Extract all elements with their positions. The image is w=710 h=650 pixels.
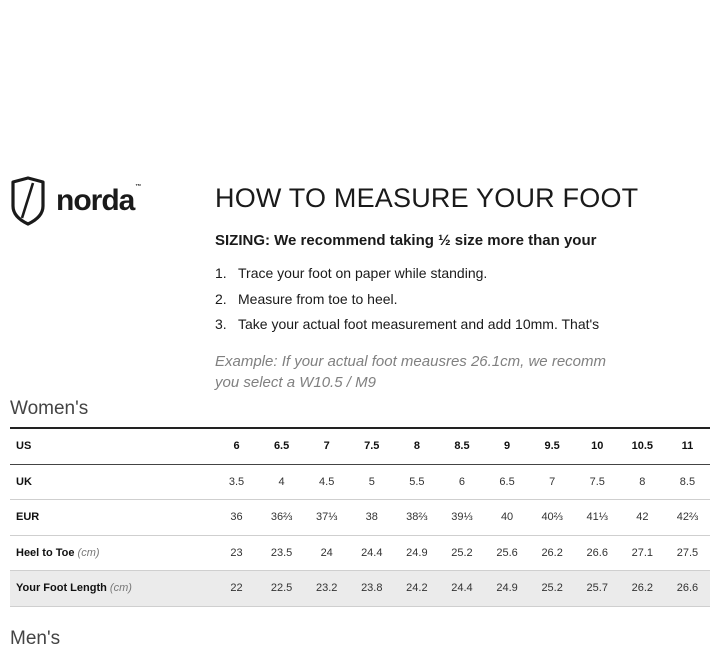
- logo-wordmark: norda™: [56, 184, 141, 217]
- table-cell: 6.5: [259, 428, 304, 464]
- table-cell: 24.4: [349, 535, 394, 571]
- table-cell: 9: [485, 428, 530, 464]
- step-item: 1. Trace your foot on paper while standing.: [215, 265, 488, 281]
- table-cell: 11: [665, 428, 710, 464]
- table-cell: 38: [349, 500, 394, 536]
- table-cell: 24.9: [394, 535, 439, 571]
- table-cell: 23.5: [259, 535, 304, 571]
- example-note: Example: If your actual foot meausres 26.1cm, we recomm you select a W10.5 / M9: [215, 353, 606, 391]
- row-label: US: [10, 428, 214, 464]
- womens-size-table: [10, 427, 710, 607]
- row-label: Heel to Toe (cm): [10, 535, 214, 571]
- table-cell: 26.6: [665, 571, 710, 607]
- table-cell: 38⅔: [394, 500, 439, 536]
- table-cell: 24: [304, 535, 349, 571]
- table-cell: 36: [214, 500, 259, 536]
- table-cell: 25.2: [439, 535, 484, 571]
- table-row: [10, 464, 710, 500]
- table-cell: 26.2: [530, 535, 575, 571]
- table-row: [10, 571, 710, 607]
- table-row: [10, 535, 710, 571]
- table-cell: 25.6: [485, 535, 530, 571]
- table-cell: 23.8: [349, 571, 394, 607]
- step-item: 3. Take your actual foot measurement and add 10mm. That's: [215, 316, 600, 332]
- table-cell: 7: [304, 428, 349, 464]
- table-cell: 4: [259, 464, 304, 500]
- table-cell: 7: [530, 464, 575, 500]
- table-cell: 23: [214, 535, 259, 571]
- table-cell: 9.5: [530, 428, 575, 464]
- table-cell: 6: [214, 428, 259, 464]
- table-cell: 22.5: [259, 571, 304, 607]
- table-row: [10, 500, 710, 536]
- womens-section-title: Women's: [10, 398, 89, 419]
- table-cell: 7.5: [575, 464, 620, 500]
- unit-label: (cm): [109, 582, 132, 595]
- table-cell: 42: [620, 500, 665, 536]
- table-cell: 24.2: [394, 571, 439, 607]
- table-cell: 6: [439, 464, 484, 500]
- mens-section-title: Men's: [10, 628, 61, 649]
- table-cell: 36⅔: [259, 500, 304, 536]
- table-cell: 24.4: [439, 571, 484, 607]
- table-cell: 7.5: [349, 428, 394, 464]
- table-cell: 6.5: [485, 464, 530, 500]
- table-cell: 27.5: [665, 535, 710, 571]
- table-cell: 10: [575, 428, 620, 464]
- sizing-recommendation: SIZING: We recommend taking ½ size more than your: [215, 232, 597, 249]
- row-label: UK: [10, 464, 214, 500]
- row-label: EUR: [10, 500, 214, 536]
- table-cell: 26.6: [575, 535, 620, 571]
- table-cell: 27.1: [620, 535, 665, 571]
- table-cell: 24.9: [485, 571, 530, 607]
- table-cell: 8: [620, 464, 665, 500]
- table-cell: 4.5: [304, 464, 349, 500]
- table-cell: 23.2: [304, 571, 349, 607]
- table-cell: 3.5: [214, 464, 259, 500]
- norda-logo: [10, 176, 140, 226]
- table-cell: 5: [349, 464, 394, 500]
- measure-steps: [215, 263, 599, 340]
- step-item: 2. Measure from toe to heel.: [215, 290, 398, 307]
- table-cell: 25.7: [575, 571, 620, 607]
- table-cell: 8.5: [665, 464, 710, 500]
- shield-icon: [10, 176, 46, 226]
- table-cell: 40⅔: [530, 500, 575, 536]
- row-label: Your Foot Length (cm): [10, 571, 214, 607]
- table-cell: 10.5: [620, 428, 665, 464]
- table-cell: 8.5: [439, 428, 484, 464]
- table-cell: 5.5: [394, 464, 439, 500]
- table-cell: 40: [485, 500, 530, 536]
- page-title: HOW TO MEASURE YOUR FOOT: [215, 183, 639, 213]
- unit-label: (cm): [77, 546, 100, 559]
- table-cell: 39⅓: [439, 500, 484, 536]
- table-cell: 42⅔: [665, 500, 710, 536]
- table-cell: 8: [394, 428, 439, 464]
- table-cell: 37⅓: [304, 500, 349, 536]
- table-cell: 26.2: [620, 571, 665, 607]
- table-cell: 41⅓: [575, 500, 620, 536]
- table-row: [10, 428, 710, 464]
- table-cell: 25.2: [530, 571, 575, 607]
- table-cell: 22: [214, 571, 259, 607]
